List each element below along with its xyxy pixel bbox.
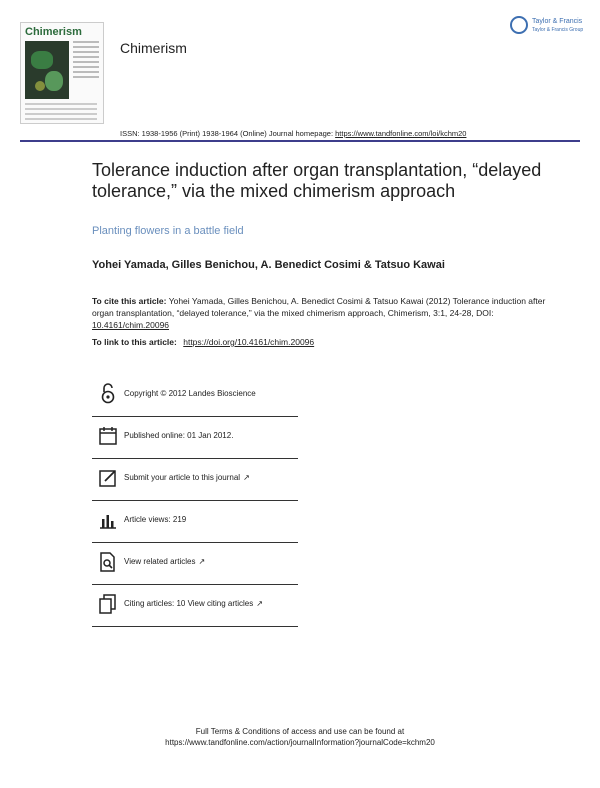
citing-articles-link[interactable] <box>124 599 263 608</box>
link-label: To link to this article: <box>92 337 177 347</box>
article-title: Tolerance induction after organ transplantation, “delayed tolerance,” via the mixed chimerism approach <box>92 160 542 201</box>
copyright-text: Copyright © 2012 Landes Bioscience <box>124 389 256 398</box>
related-articles-link[interactable] <box>124 557 205 566</box>
citation-text: Yohei Yamada, Gilles Benichou, A. Benedict Cosimi & Tatsuo Kawai (2012) Tolerance induction after organ transplantation, “delayed tolerance,” via the mixed chimerism approach, Chimerism, 3:1, 24-28, DOI: <box>92 296 546 318</box>
cover-bottom-lines <box>25 103 97 124</box>
publisher-logo[interactable] <box>510 16 582 38</box>
citation-block <box>92 295 552 331</box>
cover-title: Chimerism <box>25 26 82 38</box>
citation-doi-link[interactable]: 10.4161/chim.20096 <box>92 320 170 330</box>
submit-article-text[interactable]: Submit your article to this journal <box>124 473 241 482</box>
issn-line <box>120 129 466 138</box>
journal-name: Chimerism <box>120 40 187 56</box>
footer-terms-link[interactable]: https://www.tandfonline.com/action/journalInformation?journalCode=kchm20 <box>165 738 435 747</box>
article-link-block <box>92 337 314 347</box>
bar-chart-icon <box>98 509 118 531</box>
calendar-icon <box>98 425 118 447</box>
footer-line-1: Full Terms & Conditions of access and use can be found at <box>195 727 405 736</box>
submit-article-item[interactable] <box>92 459 298 501</box>
edit-icon <box>98 467 118 489</box>
external-link-icon: ↗ <box>198 557 206 566</box>
cover-text-lines <box>73 41 99 81</box>
article-doi-link[interactable]: https://doi.org/10.4161/chim.20096 <box>183 337 315 347</box>
citation-label: To cite this article: <box>92 296 167 306</box>
footer <box>0 726 600 748</box>
related-articles-text[interactable]: View related articles <box>124 557 196 566</box>
citing-articles-text[interactable]: Citing articles: 10 View citing articles <box>124 599 254 608</box>
submit-article-link[interactable] <box>124 473 250 482</box>
article-views-item <box>92 501 298 543</box>
published-text: Published online: 01 Jan 2012. <box>124 431 234 440</box>
external-link-icon: ↗ <box>256 599 263 608</box>
issn-text: ISSN: 1938-1956 (Print) 1938-1964 (Online) Journal homepage: <box>120 129 334 138</box>
citing-articles-item[interactable] <box>92 585 298 627</box>
article-authors: Yohei Yamada, Gilles Benichou, A. Benedict Cosimi & Tatsuo Kawai <box>92 259 445 271</box>
journal-cover <box>20 22 104 124</box>
publisher-logo-text: Taylor & Francis <box>532 18 583 25</box>
published-item <box>92 417 298 459</box>
external-link-icon: ↗ <box>243 473 250 482</box>
header-divider <box>20 140 580 142</box>
publisher-logo-icon <box>510 16 528 34</box>
copyright-item <box>92 375 298 417</box>
article-subtitle: Planting flowers in a battle field <box>92 225 244 237</box>
cover-image <box>25 41 69 99</box>
open-access-icon <box>98 383 118 405</box>
journal-homepage-link[interactable]: https://www.tandfonline.com/loi/kchm20 <box>335 129 467 138</box>
search-doc-icon <box>98 551 118 573</box>
citing-icon <box>98 593 118 615</box>
article-info-list <box>92 375 298 627</box>
article-views-text: Article views: 219 <box>124 515 187 524</box>
publisher-logo-subtext: Taylor & Francis Group <box>532 27 584 33</box>
related-articles-item[interactable] <box>92 543 298 585</box>
